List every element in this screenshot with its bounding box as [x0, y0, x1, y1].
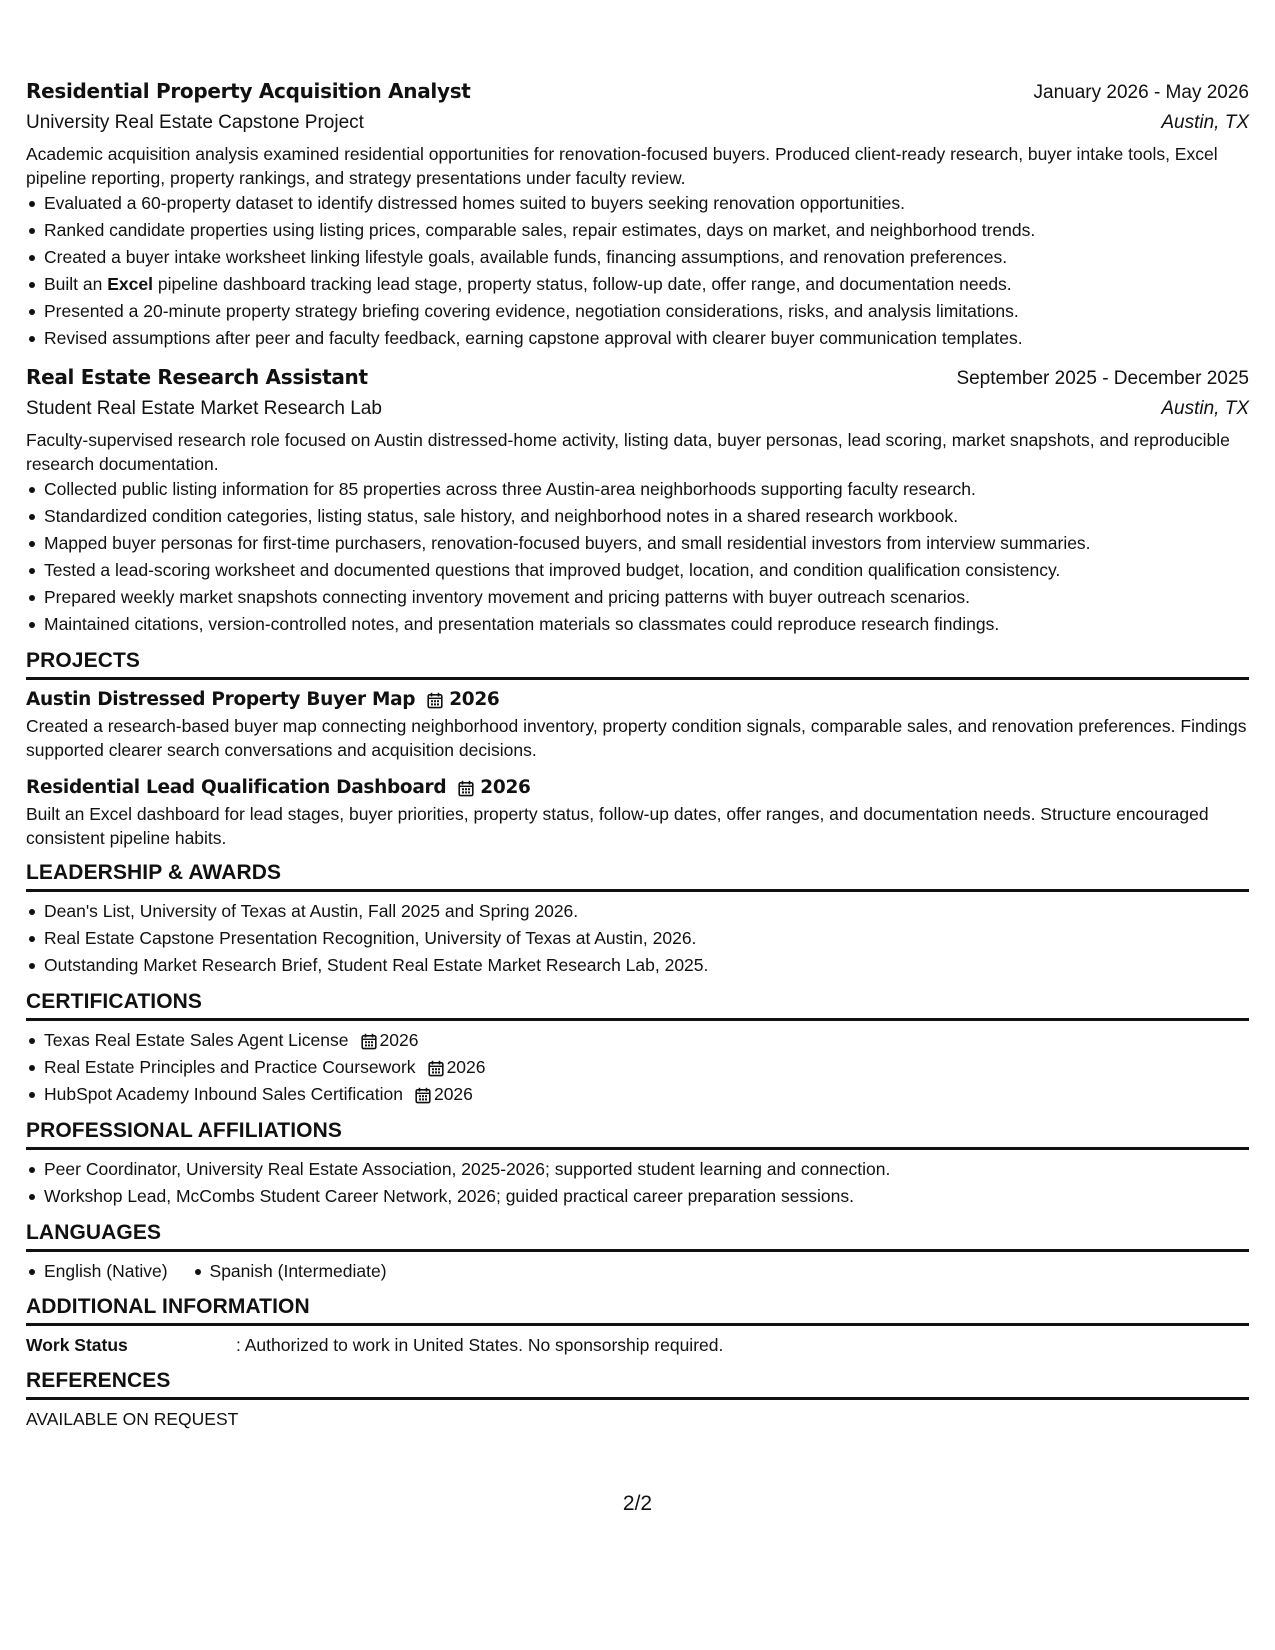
list-item: Created a buyer intake worksheet linking lifestyle goals, available funds, financing assumptions, and renovation preferences. — [26, 244, 1249, 271]
certification-year: 2026 — [379, 1030, 419, 1050]
list-item: Ranked candidate properties using listing prices, comparable sales, repair estimates, days on market, and neighborhood trends. — [26, 217, 1249, 244]
job-location: Austin, TX — [1161, 398, 1249, 419]
list-item — [26, 1081, 1249, 1108]
section-heading: PROJECTS — [26, 646, 1249, 680]
project-description: Created a research-based buyer map connecting neighborhood inventory, property condition signals, comparable sales, and renovation preferences. Findings supported clearer search conversations and acquisition decisions. — [26, 716, 1247, 760]
project-year: 2026 — [480, 777, 531, 798]
section-heading: LANGUAGES — [26, 1218, 1249, 1252]
certification-name: Texas Real Estate Sales Agent License — [44, 1030, 349, 1050]
list-item: Prepared weekly market snapshots connecting inventory movement and pricing patterns with buyer outreach scenarios. — [26, 584, 1249, 611]
list-item: Tested a lead-scoring worksheet and documented questions that improved budget, location, and condition qualification consistency. — [26, 557, 1249, 584]
list-item: Mapped buyer personas for first-time purchasers, renovation-focused buyers, and small residential investors from interview summaries. — [26, 530, 1249, 557]
list-item — [26, 1054, 1249, 1081]
list-item: English (Native) — [26, 1258, 168, 1284]
list-item: Standardized condition categories, listing status, sale history, and neighborhood notes in a shared research workbook. — [26, 503, 1249, 530]
job-description: Academic acquisition analysis examined residential opportunities for renovation-focused buyers. Produced client-ready research, buyer intake tools, Excel pipeline reporting, property rankings, and strategy presentations under faculty review. — [26, 144, 1218, 188]
project-description: Built an Excel dashboard for lead stages, buyer priorities, property status, follow-up dates, offer ranges, and documentation needs. Structure encouraged consistent pipeline habits. — [26, 804, 1209, 848]
job-title: Real Estate Research Assistant — [26, 365, 368, 389]
bullet-text: pipeline dashboard tracking lead stage, property status, follow-up date, offer range, and documentation needs. — [152, 274, 1012, 294]
work-status-value: : Authorized to work in United States. No sponsorship required. — [236, 1335, 724, 1355]
calendar-icon — [361, 1033, 377, 1050]
certification-name: Real Estate Principles and Practice Coursework — [44, 1057, 416, 1077]
certification-name: HubSpot Academy Inbound Sales Certification — [44, 1084, 403, 1104]
list-item: Outstanding Market Research Brief, Student Real Estate Market Research Lab, 2025. — [26, 952, 1249, 979]
work-status-row — [26, 1332, 1249, 1358]
affiliations-section — [26, 1116, 1249, 1210]
work-status-label: Work Status — [26, 1335, 128, 1355]
job-title: Residential Property Acquisition Analyst — [26, 79, 471, 103]
section-heading: CERTIFICATIONS — [26, 987, 1249, 1021]
certifications-list — [26, 1027, 1249, 1108]
calendar-icon — [415, 1087, 431, 1104]
list-item: Workshop Lead, McCombs Student Career Network, 2026; guided practical career preparation sessions. — [26, 1183, 1249, 1210]
job-dates: September 2025 - December 2025 — [956, 368, 1249, 389]
list-item: Evaluated a 60-property dataset to identify distressed homes suited to buyers seeking renovation opportunities. — [26, 190, 1249, 217]
page-number: 2/2 — [622, 1492, 653, 1515]
job-organization: University Real Estate Capstone Project — [26, 112, 364, 133]
experience-entry — [26, 362, 1249, 638]
list-item: Maintained citations, version-controlled notes, and presentation materials so classmates could reproduce research findings. — [26, 611, 1249, 638]
list-item: Collected public listing information for 85 properties across three Austin-area neighborhoods supporting faculty research. — [26, 476, 1249, 503]
job-dates: January 2026 - May 2026 — [1033, 82, 1249, 103]
section-heading: LEADERSHIP & AWARDS — [26, 858, 1249, 892]
project-title-row — [26, 686, 1249, 714]
bullet-text: Built an — [44, 274, 108, 294]
additional-info-section — [26, 1292, 1249, 1358]
job-bullets — [26, 190, 1249, 352]
list-item — [26, 1027, 1249, 1054]
project-title-row — [26, 774, 1249, 802]
bullet-bold-text: Excel — [107, 274, 153, 294]
list-item: Spanish (Intermediate) — [192, 1258, 387, 1284]
references-section — [26, 1366, 1249, 1432]
job-bullets — [26, 476, 1249, 638]
projects-section — [26, 646, 1249, 850]
list-item: Dean's List, University of Texas at Austin, Fall 2025 and Spring 2026. — [26, 898, 1249, 925]
list-item: Presented a 20-minute property strategy briefing covering evidence, negotiation considerations, risks, and analysis limitations. — [26, 298, 1249, 325]
leadership-section — [26, 858, 1249, 979]
job-location: Austin, TX — [1161, 112, 1249, 133]
certification-year: 2026 — [433, 1084, 473, 1104]
calendar-icon — [428, 1060, 444, 1077]
experience-entry — [26, 76, 1249, 352]
certifications-section — [26, 987, 1249, 1108]
project-title: Austin Distressed Property Buyer Map — [26, 689, 416, 710]
resume-page — [26, 76, 1249, 1432]
section-heading: ADDITIONAL INFORMATION — [26, 1292, 1249, 1326]
languages-list — [26, 1258, 1249, 1284]
section-heading: REFERENCES — [26, 1366, 1249, 1400]
leadership-list — [26, 898, 1249, 979]
list-item: Peer Coordinator, University Real Estate Association, 2025-2026; supported student learning and connection. — [26, 1156, 1249, 1183]
affiliations-list — [26, 1156, 1249, 1210]
references-text: AVAILABLE ON REQUEST — [26, 1409, 239, 1429]
project-title: Residential Lead Qualification Dashboard — [26, 777, 447, 798]
list-item: Revised assumptions after peer and faculty feedback, earning capstone approval with clearer buyer communication templates. — [26, 325, 1249, 352]
calendar-icon — [458, 780, 474, 797]
job-description: Faculty-supervised research role focused on Austin distressed-home activity, listing data, buyer personas, lead scoring, market snapshots, and reproducible research documentation. — [26, 430, 1230, 474]
section-heading: PROFESSIONAL AFFILIATIONS — [26, 1116, 1249, 1150]
project-year: 2026 — [449, 689, 500, 710]
calendar-icon — [427, 692, 443, 709]
list-item — [26, 271, 1249, 298]
languages-section — [26, 1218, 1249, 1284]
certification-year: 2026 — [446, 1057, 486, 1077]
list-item: Real Estate Capstone Presentation Recognition, University of Texas at Austin, 2026. — [26, 925, 1249, 952]
job-organization: Student Real Estate Market Research Lab — [26, 398, 382, 419]
